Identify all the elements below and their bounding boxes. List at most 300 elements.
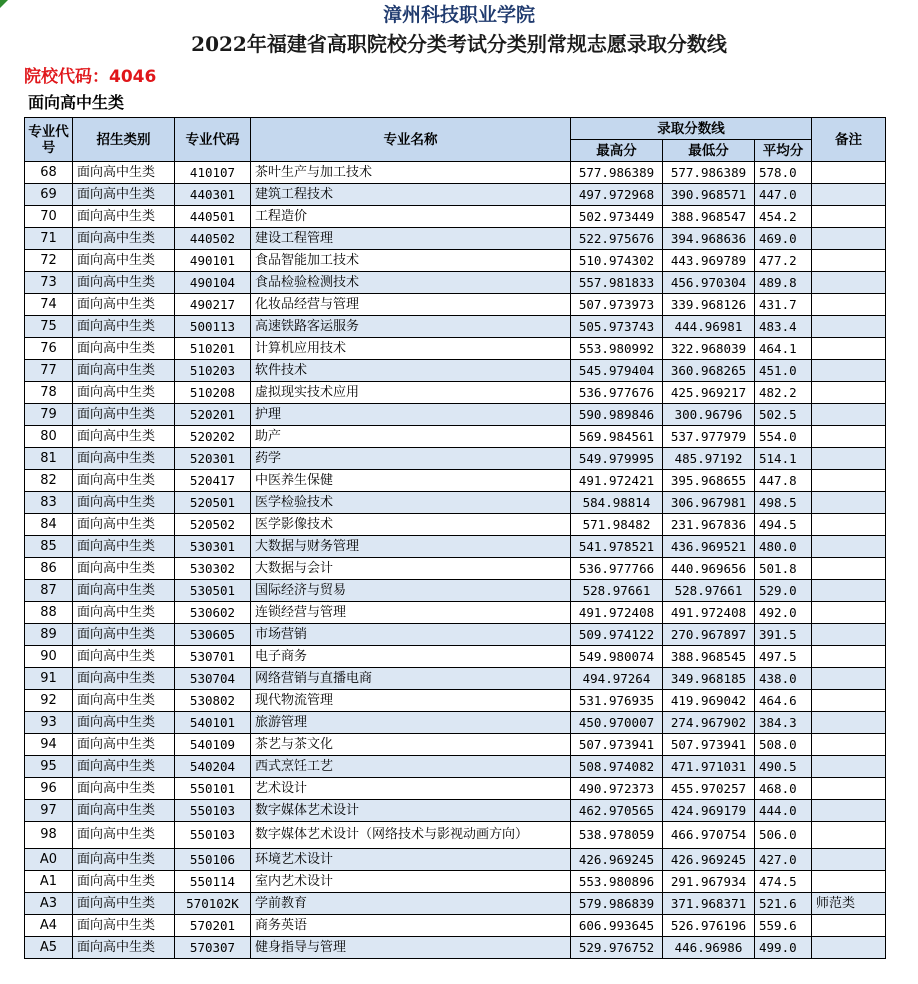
cell-major-name: 食品检验检测技术 — [251, 272, 571, 294]
cell-major-no: 86 — [25, 558, 73, 580]
cell-major-code: 520202 — [175, 426, 251, 448]
cell-major-name: 商务英语 — [251, 915, 571, 937]
cell-note — [812, 338, 886, 360]
cell-max-score: 536.977676 — [571, 382, 663, 404]
cell-note — [812, 690, 886, 712]
cell-max-score: 502.973449 — [571, 206, 663, 228]
cell-major-code: 440301 — [175, 184, 251, 206]
cell-recruit-type: 面向高中生类 — [73, 448, 175, 470]
table-row — [25, 184, 886, 206]
cell-max-score: 509.974122 — [571, 624, 663, 646]
cell-min-score: 419.969042 — [663, 690, 755, 712]
school-name: 漳州科技职业学院 — [382, 4, 535, 26]
cell-major-code: 540204 — [175, 756, 251, 778]
score-table — [24, 117, 886, 959]
cell-max-score: 528.97661 — [571, 580, 663, 602]
cell-max-score: 579.986839 — [571, 893, 663, 915]
cell-min-score: 371.968371 — [663, 893, 755, 915]
cell-major-no: 91 — [25, 668, 73, 690]
cell-avg-score: 499.0 — [755, 937, 812, 959]
cell-max-score: 491.972408 — [571, 602, 663, 624]
cell-avg-score: 489.8 — [755, 272, 812, 294]
cell-recruit-type: 面向高中生类 — [73, 558, 175, 580]
cell-max-score: 462.970565 — [571, 800, 663, 822]
cell-major-code: 440501 — [175, 206, 251, 228]
cell-max-score: 491.972421 — [571, 470, 663, 492]
cell-note — [812, 382, 886, 404]
cell-max-score: 545.979404 — [571, 360, 663, 382]
cell-max-score: 507.973973 — [571, 294, 663, 316]
cell-note: 师范类 — [812, 893, 886, 915]
cell-note — [812, 602, 886, 624]
cell-note — [812, 558, 886, 580]
cell-avg-score: 464.1 — [755, 338, 812, 360]
cell-max-score: 510.974302 — [571, 250, 663, 272]
table-row — [25, 822, 886, 849]
cell-max-score: 553.980992 — [571, 338, 663, 360]
table-row — [25, 712, 886, 734]
cell-major-name: 连锁经营与管理 — [251, 602, 571, 624]
cell-major-code: 530301 — [175, 536, 251, 558]
cell-note — [812, 360, 886, 382]
cell-major-no: 93 — [25, 712, 73, 734]
cell-major-no: 98 — [25, 822, 73, 849]
cell-note — [812, 822, 886, 849]
cell-major-name: 西式烹饪工艺 — [251, 756, 571, 778]
cell-avg-score: 502.5 — [755, 404, 812, 426]
cell-max-score: 549.980074 — [571, 646, 663, 668]
cell-min-score: 577.986389 — [663, 162, 755, 184]
cell-avg-score: 578.0 — [755, 162, 812, 184]
cell-recruit-type: 面向高中生类 — [73, 646, 175, 668]
cell-min-score: 300.96796 — [663, 404, 755, 426]
cell-note — [812, 756, 886, 778]
table-row — [25, 492, 886, 514]
cell-avg-score: 498.5 — [755, 492, 812, 514]
cell-major-code: 500113 — [175, 316, 251, 338]
cell-major-no: 72 — [25, 250, 73, 272]
cell-major-code: 490101 — [175, 250, 251, 272]
cell-recruit-type: 面向高中生类 — [73, 800, 175, 822]
cell-max-score: 536.977766 — [571, 558, 663, 580]
cell-recruit-type: 面向高中生类 — [73, 228, 175, 250]
cell-major-no: 79 — [25, 404, 73, 426]
cell-note — [812, 184, 886, 206]
cell-major-name: 茶叶生产与加工技术 — [251, 162, 571, 184]
cell-min-score: 485.97192 — [663, 448, 755, 470]
cell-recruit-type: 面向高中生类 — [73, 849, 175, 871]
cell-avg-score: 490.5 — [755, 756, 812, 778]
cell-major-name: 食品智能加工技术 — [251, 250, 571, 272]
table-row — [25, 668, 886, 690]
cell-major-name: 护理 — [251, 404, 571, 426]
cell-avg-score: 384.3 — [755, 712, 812, 734]
table-row — [25, 734, 886, 756]
cell-major-name: 学前教育 — [251, 893, 571, 915]
cell-note — [812, 294, 886, 316]
cell-major-code: 510208 — [175, 382, 251, 404]
header-score-group: 录取分数线 — [571, 118, 812, 140]
cell-major-code: 570102K — [175, 893, 251, 915]
cell-max-score: 507.973941 — [571, 734, 663, 756]
cell-major-code: 530704 — [175, 668, 251, 690]
table-row — [25, 756, 886, 778]
cell-min-score: 349.968185 — [663, 668, 755, 690]
table-row — [25, 316, 886, 338]
cell-avg-score: 482.2 — [755, 382, 812, 404]
cell-major-no: 87 — [25, 580, 73, 602]
cell-note — [812, 162, 886, 184]
cell-major-no: 96 — [25, 778, 73, 800]
cell-major-code: 520502 — [175, 514, 251, 536]
cell-major-code: 490217 — [175, 294, 251, 316]
cell-avg-score: 483.4 — [755, 316, 812, 338]
cell-max-score: 494.97264 — [571, 668, 663, 690]
cell-major-no: 84 — [25, 514, 73, 536]
table-row — [25, 558, 886, 580]
cell-note — [812, 426, 886, 448]
cell-max-score: 522.975676 — [571, 228, 663, 250]
cell-major-no: 85 — [25, 536, 73, 558]
table-body — [25, 162, 886, 959]
cell-major-name: 市场营销 — [251, 624, 571, 646]
cell-min-score: 424.969179 — [663, 800, 755, 822]
cell-max-score: 490.972373 — [571, 778, 663, 800]
cell-note — [812, 272, 886, 294]
cell-major-name: 建筑工程技术 — [251, 184, 571, 206]
cell-major-name: 电子商务 — [251, 646, 571, 668]
cell-major-name: 室内艺术设计 — [251, 871, 571, 893]
cell-major-no: 90 — [25, 646, 73, 668]
table-row — [25, 338, 886, 360]
cell-note — [812, 712, 886, 734]
cell-recruit-type: 面向高中生类 — [73, 514, 175, 536]
cell-avg-score: 506.0 — [755, 822, 812, 849]
cell-recruit-type: 面向高中生类 — [73, 316, 175, 338]
cell-min-score: 390.968571 — [663, 184, 755, 206]
cell-major-name: 工程造价 — [251, 206, 571, 228]
cell-note — [812, 646, 886, 668]
cell-min-score: 388.968547 — [663, 206, 755, 228]
cell-max-score: 508.974082 — [571, 756, 663, 778]
cell-note — [812, 492, 886, 514]
cell-min-score: 360.968265 — [663, 360, 755, 382]
cell-note — [812, 778, 886, 800]
cell-major-no: 74 — [25, 294, 73, 316]
cell-major-code: 530302 — [175, 558, 251, 580]
table-row — [25, 893, 886, 915]
cell-major-no: 83 — [25, 492, 73, 514]
table-row — [25, 426, 886, 448]
cell-major-code: 570201 — [175, 915, 251, 937]
cell-major-no: 88 — [25, 602, 73, 624]
cell-major-no: A5 — [25, 937, 73, 959]
cell-recruit-type: 面向高中生类 — [73, 893, 175, 915]
school-code: 院校代码：4046 — [24, 67, 157, 87]
cell-note — [812, 580, 886, 602]
cell-note — [812, 871, 886, 893]
cell-avg-score: 501.8 — [755, 558, 812, 580]
table-row — [25, 360, 886, 382]
table-row — [25, 382, 886, 404]
cell-note — [812, 668, 886, 690]
cell-major-no: A4 — [25, 915, 73, 937]
cell-major-code: 550101 — [175, 778, 251, 800]
cell-recruit-type: 面向高中生类 — [73, 492, 175, 514]
cell-min-score: 339.968126 — [663, 294, 755, 316]
cell-major-code: 520501 — [175, 492, 251, 514]
cell-note — [812, 448, 886, 470]
cell-avg-score: 514.1 — [755, 448, 812, 470]
cell-major-name: 旅游管理 — [251, 712, 571, 734]
cell-major-name: 医学影像技术 — [251, 514, 571, 536]
cell-avg-score: 477.2 — [755, 250, 812, 272]
cell-major-name: 国际经济与贸易 — [251, 580, 571, 602]
cell-major-name: 建设工程管理 — [251, 228, 571, 250]
header-major-no: 专业代号 — [25, 118, 73, 162]
cell-major-code: 550103 — [175, 822, 251, 849]
cell-major-no: A0 — [25, 849, 73, 871]
cell-major-code: 530501 — [175, 580, 251, 602]
cell-major-no: 89 — [25, 624, 73, 646]
cell-max-score: 497.972968 — [571, 184, 663, 206]
cell-min-score: 436.969521 — [663, 536, 755, 558]
cell-major-name: 现代物流管理 — [251, 690, 571, 712]
header-avg: 平均分 — [755, 140, 812, 162]
cell-major-code: 550106 — [175, 849, 251, 871]
cell-min-score: 528.97661 — [663, 580, 755, 602]
cell-max-score: 553.980896 — [571, 871, 663, 893]
cell-note — [812, 937, 886, 959]
cell-min-score: 395.968655 — [663, 470, 755, 492]
cell-min-score: 455.970257 — [663, 778, 755, 800]
cell-major-code: 520201 — [175, 404, 251, 426]
header-max: 最高分 — [571, 140, 663, 162]
cell-major-name: 大数据与会计 — [251, 558, 571, 580]
cell-avg-score: 508.0 — [755, 734, 812, 756]
cell-recruit-type: 面向高中生类 — [73, 426, 175, 448]
cell-major-no: 73 — [25, 272, 73, 294]
cell-avg-score: 554.0 — [755, 426, 812, 448]
cell-avg-score: 454.2 — [755, 206, 812, 228]
cell-avg-score: 468.0 — [755, 778, 812, 800]
cell-major-code: 510201 — [175, 338, 251, 360]
cell-note — [812, 800, 886, 822]
cell-min-score: 456.970304 — [663, 272, 755, 294]
table-row — [25, 646, 886, 668]
cell-recruit-type: 面向高中生类 — [73, 668, 175, 690]
cell-recruit-type: 面向高中生类 — [73, 250, 175, 272]
cell-max-score: 538.978059 — [571, 822, 663, 849]
cell-recruit-type: 面向高中生类 — [73, 162, 175, 184]
cell-max-score: 577.986389 — [571, 162, 663, 184]
header-note: 备注 — [812, 118, 886, 162]
cell-major-no: 80 — [25, 426, 73, 448]
cell-min-score: 466.970754 — [663, 822, 755, 849]
cell-note — [812, 206, 886, 228]
cell-min-score: 526.976196 — [663, 915, 755, 937]
cell-recruit-type: 面向高中生类 — [73, 690, 175, 712]
cell-major-name: 助产 — [251, 426, 571, 448]
table-row — [25, 206, 886, 228]
cell-major-no: 97 — [25, 800, 73, 822]
cell-avg-score: 494.5 — [755, 514, 812, 536]
cell-recruit-type: 面向高中生类 — [73, 360, 175, 382]
cell-note — [812, 316, 886, 338]
cell-major-code: 510203 — [175, 360, 251, 382]
cell-min-score: 306.967981 — [663, 492, 755, 514]
cell-major-code: 520417 — [175, 470, 251, 492]
cell-major-code: 520301 — [175, 448, 251, 470]
cell-major-name: 大数据与财务管理 — [251, 536, 571, 558]
cell-max-score: 606.993645 — [571, 915, 663, 937]
cell-major-no: 71 — [25, 228, 73, 250]
category-heading: 面向高中生类 — [28, 93, 125, 112]
cell-max-score: 505.973743 — [571, 316, 663, 338]
cell-avg-score: 447.8 — [755, 470, 812, 492]
cell-major-name: 健身指导与管理 — [251, 937, 571, 959]
cell-major-name: 计算机应用技术 — [251, 338, 571, 360]
cell-note — [812, 250, 886, 272]
cell-major-no: 92 — [25, 690, 73, 712]
table-row — [25, 937, 886, 959]
cell-recruit-type: 面向高中生类 — [73, 294, 175, 316]
cell-recruit-type: 面向高中生类 — [73, 756, 175, 778]
cell-avg-score: 529.0 — [755, 580, 812, 602]
table-row — [25, 778, 886, 800]
cell-major-name: 药学 — [251, 448, 571, 470]
cell-major-code: 490104 — [175, 272, 251, 294]
cell-max-score: 549.979995 — [571, 448, 663, 470]
header-major-name: 专业名称 — [251, 118, 571, 162]
cell-major-name: 环境艺术设计 — [251, 849, 571, 871]
cell-note — [812, 915, 886, 937]
cell-major-code: 570307 — [175, 937, 251, 959]
cell-major-no: 81 — [25, 448, 73, 470]
cell-min-score: 440.969656 — [663, 558, 755, 580]
cell-max-score: 590.989846 — [571, 404, 663, 426]
cell-recruit-type: 面向高中生类 — [73, 624, 175, 646]
cell-major-code: 550114 — [175, 871, 251, 893]
cell-major-no: 69 — [25, 184, 73, 206]
cell-note — [812, 849, 886, 871]
cell-avg-score: 474.5 — [755, 871, 812, 893]
cell-major-code: 410107 — [175, 162, 251, 184]
cell-recruit-type: 面向高中生类 — [73, 712, 175, 734]
cell-major-name: 化妆品经营与管理 — [251, 294, 571, 316]
cell-major-no: 77 — [25, 360, 73, 382]
cell-max-score: 571.98482 — [571, 514, 663, 536]
cell-major-name: 网络营销与直播电商 — [251, 668, 571, 690]
cell-major-no: A1 — [25, 871, 73, 893]
cell-major-no: 76 — [25, 338, 73, 360]
table-row — [25, 602, 886, 624]
cell-min-score: 537.977979 — [663, 426, 755, 448]
cell-avg-score: 492.0 — [755, 602, 812, 624]
cell-note — [812, 734, 886, 756]
cell-avg-score: 521.6 — [755, 893, 812, 915]
cell-major-no: A3 — [25, 893, 73, 915]
cell-min-score: 322.968039 — [663, 338, 755, 360]
table-row — [25, 294, 886, 316]
table-row — [25, 800, 886, 822]
header-min: 最低分 — [663, 140, 755, 162]
cell-recruit-type: 面向高中生类 — [73, 915, 175, 937]
header-major-code: 专业代码 — [175, 118, 251, 162]
table-row — [25, 871, 886, 893]
cell-recruit-type: 面向高中生类 — [73, 206, 175, 228]
cell-note — [812, 624, 886, 646]
cell-min-score: 507.973941 — [663, 734, 755, 756]
cell-avg-score: 431.7 — [755, 294, 812, 316]
cell-major-name: 中医养生保健 — [251, 470, 571, 492]
cell-avg-score: 451.0 — [755, 360, 812, 382]
table-row — [25, 580, 886, 602]
cell-major-name: 茶艺与茶文化 — [251, 734, 571, 756]
cell-major-no: 95 — [25, 756, 73, 778]
cell-max-score: 531.976935 — [571, 690, 663, 712]
cell-major-name: 数字媒体艺术设计（网络技术与影视动画方向） — [251, 822, 571, 849]
cell-major-code: 530602 — [175, 602, 251, 624]
cell-avg-score: 559.6 — [755, 915, 812, 937]
cell-major-no: 94 — [25, 734, 73, 756]
cell-max-score: 426.969245 — [571, 849, 663, 871]
cell-major-code: 550103 — [175, 800, 251, 822]
cell-avg-score: 444.0 — [755, 800, 812, 822]
cell-recruit-type: 面向高中生类 — [73, 272, 175, 294]
cell-min-score: 388.968545 — [663, 646, 755, 668]
cell-recruit-type: 面向高中生类 — [73, 382, 175, 404]
table-row — [25, 448, 886, 470]
cell-avg-score: 480.0 — [755, 536, 812, 558]
cell-min-score: 231.967836 — [663, 514, 755, 536]
cell-min-score: 425.969217 — [663, 382, 755, 404]
cell-min-score: 394.968636 — [663, 228, 755, 250]
cell-note — [812, 228, 886, 250]
cell-min-score: 426.969245 — [663, 849, 755, 871]
table-row — [25, 915, 886, 937]
table-row — [25, 849, 886, 871]
cell-major-name: 数字媒体艺术设计 — [251, 800, 571, 822]
cell-major-no: 68 — [25, 162, 73, 184]
cell-major-code: 540101 — [175, 712, 251, 734]
table-row — [25, 404, 886, 426]
cell-recruit-type: 面向高中生类 — [73, 778, 175, 800]
table-row — [25, 690, 886, 712]
cell-major-no: 78 — [25, 382, 73, 404]
cell-note — [812, 514, 886, 536]
cell-major-code: 530802 — [175, 690, 251, 712]
table-row — [25, 272, 886, 294]
table-row — [25, 250, 886, 272]
table-row — [25, 514, 886, 536]
cell-recruit-type: 面向高中生类 — [73, 184, 175, 206]
cell-major-name: 医学检验技术 — [251, 492, 571, 514]
table-row — [25, 470, 886, 492]
cell-avg-score: 464.6 — [755, 690, 812, 712]
cell-note — [812, 404, 886, 426]
cell-min-score: 291.967934 — [663, 871, 755, 893]
cell-major-name: 虚拟现实技术应用 — [251, 382, 571, 404]
cell-min-score: 446.96986 — [663, 937, 755, 959]
cell-avg-score: 447.0 — [755, 184, 812, 206]
cell-avg-score: 469.0 — [755, 228, 812, 250]
cell-recruit-type: 面向高中生类 — [73, 602, 175, 624]
cell-max-score: 450.970007 — [571, 712, 663, 734]
cell-min-score: 270.967897 — [663, 624, 755, 646]
cell-avg-score: 391.5 — [755, 624, 812, 646]
cell-max-score: 541.978521 — [571, 536, 663, 558]
